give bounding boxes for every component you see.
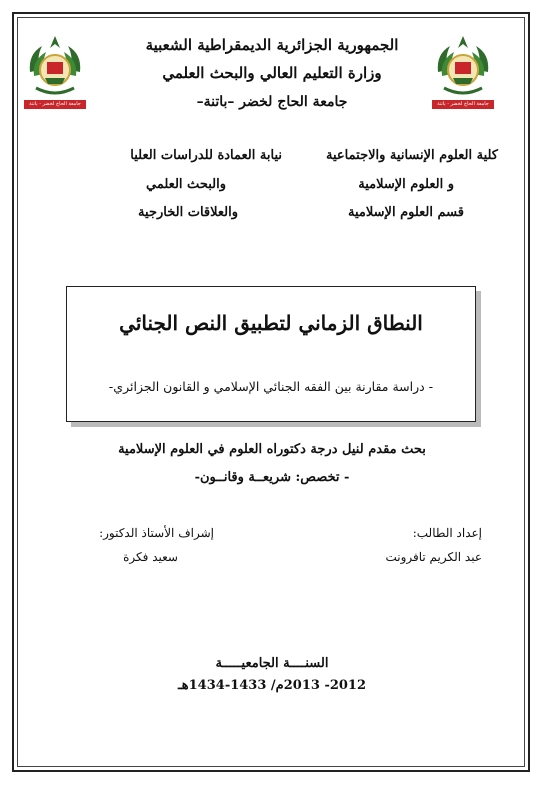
- academic-year-label: السنــــة الجامعيـــــة: [215, 656, 329, 671]
- university-name: جامعة الحاج لخضر –باتنة–: [196, 94, 348, 110]
- university-emblem-icon: [24, 32, 86, 102]
- university-logo-right: [432, 32, 494, 112]
- university-emblem-icon: [432, 32, 494, 102]
- student-label: إعداد الطالب:: [412, 526, 482, 540]
- thesis-subtitle: - دراسة مقارنة بين الفقه الجنائي الإسلامي و القانون الجزائري-: [108, 379, 434, 394]
- logo-caption-left: جامعة الحاج لخضر - باتنة: [24, 100, 86, 109]
- thesis-title: النطاق الزماني لتطبيق النص الجنائي: [119, 311, 423, 335]
- specialization: - تخصص: شريعــة وقانــون-: [194, 470, 350, 485]
- university-logo-left: [24, 32, 86, 112]
- vice-deanship-line-1: نيابة العمادة للدراسات العليا: [130, 148, 282, 163]
- student-name: عبد الكريم تافرونت: [385, 550, 482, 564]
- degree-statement: بحث مقدم لنيل درجة دكتوراه العلوم في العلوم الإسلامية: [118, 442, 426, 457]
- logo-caption-right: جامعة الحاج لخضر - باتنة: [432, 100, 494, 109]
- faculty-line-1: كلية العلوم الإنسانية والاجتماعية: [326, 148, 498, 163]
- ministry-name: وزارة التعليم العالي والبحث العلمي: [162, 64, 382, 82]
- republic-name: الجمهورية الجزائرية الديمقراطية الشعبية: [145, 36, 399, 54]
- department-line: قسم العلوم الإسلامية: [348, 205, 464, 220]
- vice-deanship-line-3: والعلاقات الخارجية: [138, 205, 238, 220]
- thesis-title-box: [66, 286, 476, 422]
- academic-year-value: 2012- 2013م/ 1433-1434هـ: [177, 678, 367, 693]
- vice-deanship-line-2: والبحث العلمي: [146, 177, 226, 192]
- supervisor-name: سعيد فكرة: [123, 550, 178, 564]
- faculty-line-2: و العلوم الإسلامية: [358, 177, 454, 192]
- supervisor-label: إشراف الأستاذ الدكتور:: [99, 526, 214, 540]
